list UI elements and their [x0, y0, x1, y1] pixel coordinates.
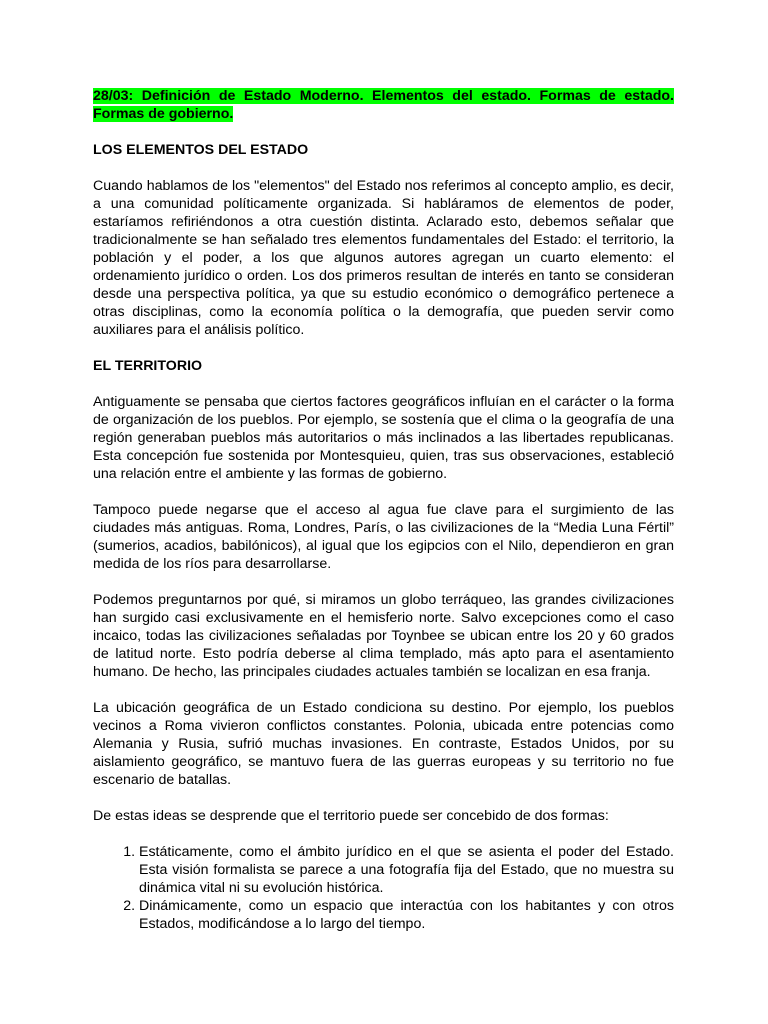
document-body	[93, 87, 674, 933]
title-highlight: 28/03: Definición de Estado Moderno. Elementos del estado. Formas de estado. Formas de gobierno.	[93, 88, 674, 122]
list-item: 1. Estáticamente, como el ámbito jurídico en el que se asienta el poder del Estado. Esta visión formalista se parece a una fotografía fija del Estado, que no muestra su dinámica vital ni su evolución histórica.	[139, 843, 674, 897]
territory-forms-list	[93, 843, 674, 933]
paragraph: Cuando hablamos de los "elementos" del Estado nos referimos al concepto amplio, es decir, a una comunidad políticamente organizada. Si habláramos de elementos de poder, estaríamos refiriéndonos a otra cuestión distinta. Aclarado esto, debemos señalar que tradicionalmente se han señalado tres elementos fundamentales del Estado: el territorio, la población y el poder, a los que algunos autores agregan un cuarto elemento: el ordenamiento jurídico o orden. Los dos primeros resultan de interés en tanto se consideran desde una perspectiva política, ya que su estudio económico o demográfico pertenece a otras disciplinas, como la economía política o la demografía, que pueden servir como auxiliares para el análisis político.	[93, 178, 674, 338]
section-heading-territorio: EL TERRITORIO	[93, 358, 203, 374]
section-heading-elementos: LOS ELEMENTOS DEL ESTADO	[93, 142, 309, 158]
document-title	[93, 87, 674, 123]
paragraph: La ubicación geográfica de un Estado condiciona su destino. Por ejemplo, los pueblos vecinos a Roma vivieron conflictos constantes. Polonia, ubicada entre potencias como Alemania y Rusia, sufrió muchas invasiones. En contraste, Estados Unidos, por su aislamiento geográfico, se mantuvo fuera de las guerras europeas y su territorio no fue escenario de batallas.	[93, 700, 674, 788]
paragraph: Antiguamente se pensaba que ciertos factores geográficos influían en el carácter o la forma de organización de los pueblos. Por ejemplo, se sostenía que el clima o la geografía de una región generaban pueblos más autoritarios o más inclinados a las libertades republicanas. Esta concepción fue sostenida por Montesquieu, quien, tras sus observaciones, estableció una relación entre el ambiente y las formas de gobierno.	[93, 394, 674, 482]
paragraph: Podemos preguntarnos por qué, si miramos un globo terráqueo, las grandes civilizaciones han surgido casi exclusivamente en el hemisferio norte. Salvo excepciones como el caso incaico, todas las civilizaciones señaladas por Toynbee se ubican entre los 20 y 60 grados de latitud norte. Esto podría deberse al clima templado, más apto para el asentamiento humano. De hecho, las principales ciudades actuales también se localizan en esa franja.	[93, 592, 674, 680]
paragraph: Tampoco puede negarse que el acceso al agua fue clave para el surgimiento de las ciudades más antiguas. Roma, Londres, París, o las civilizaciones de la “Media Luna Fértil” (sumerios, acadios, babilónicos), al igual que los egipcios con el Nilo, dependieron en gran medida de los ríos para desarrollarse.	[93, 502, 674, 572]
paragraph: De estas ideas se desprende que el territorio puede ser concebido de dos formas:	[93, 808, 609, 824]
list-item: 2. Dinámicamente, como un espacio que interactúa con los habitantes y con otros Estados, modificándose a lo largo del tiempo.	[139, 897, 674, 933]
